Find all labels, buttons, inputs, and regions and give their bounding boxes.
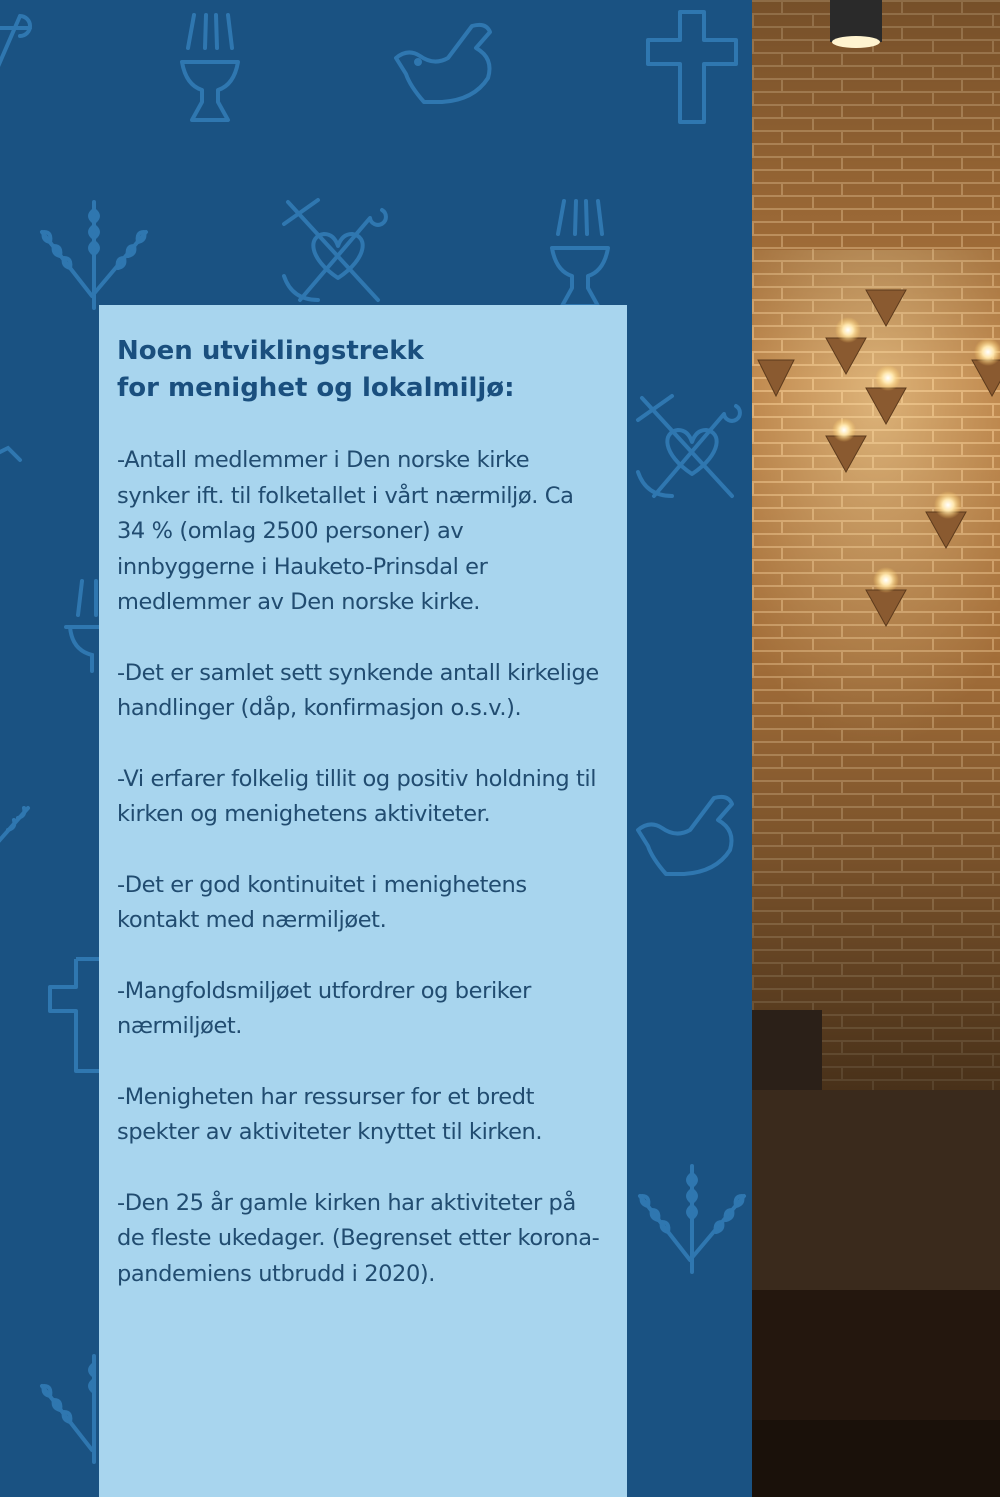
paragraph-membership: -Antall medlemmer i Den norske kirke synker ift. til folketallet i vårt nærmiljø. Ca 34 % (omlag 2500 personer) av innbyggerne i Hauketo-Prinsdal er medlemmer av Den norske kirke. xyxy=(117,447,574,615)
paragraph-continuity: -Det er god kontinuitet i menighetens kontakt med nærmiljøet. xyxy=(117,871,527,933)
chalice-icon xyxy=(542,196,618,311)
wheat-icon xyxy=(630,1160,752,1275)
paragraph-church-acts: -Det er samlet sett synkende antall kirkelige handlinger (dåp, konfirmasjon o.s.v.). xyxy=(117,659,599,721)
cross-icon xyxy=(644,8,740,126)
heart-anchor-icon xyxy=(0,8,36,118)
heart-anchor-icon xyxy=(632,392,752,502)
paragraph-resources: -Menigheten har ressurser for et bredt spekter av aktiviteter knyttet til kirken. xyxy=(117,1083,543,1145)
chalice-icon xyxy=(0,400,30,490)
paragraph-trust: -Vi erfarer folkelig tillit og positiv holdning til kirken og menighetens aktiviteter. xyxy=(117,765,597,827)
info-card xyxy=(99,305,627,1497)
wheat-icon xyxy=(32,196,156,311)
church-wall-photo xyxy=(752,0,1000,1497)
chalice-icon xyxy=(172,10,248,125)
paragraph-activities: -Den 25 år gamle kirken har aktiviteter på de fleste ukedager. (Begrenset etter korona-pandemiens utbrudd i 2020). xyxy=(117,1189,600,1287)
dove-icon xyxy=(632,790,752,880)
wheat-icon xyxy=(0,798,34,848)
dove-icon xyxy=(390,18,500,108)
candle-wall-image xyxy=(752,0,1000,1497)
card-title xyxy=(117,333,607,407)
heart-anchor-icon xyxy=(278,196,398,306)
cross-icon xyxy=(46,955,102,1075)
card-title-line-1: Noen utviklingstrekk xyxy=(117,336,424,366)
card-title-line-2: for menighet og lokalmiljø: xyxy=(117,373,515,403)
paragraph-diversity: -Mangfoldsmiljøet utfordrer og beriker nærmiljøet. xyxy=(117,977,531,1039)
chalice-icon xyxy=(62,575,102,675)
